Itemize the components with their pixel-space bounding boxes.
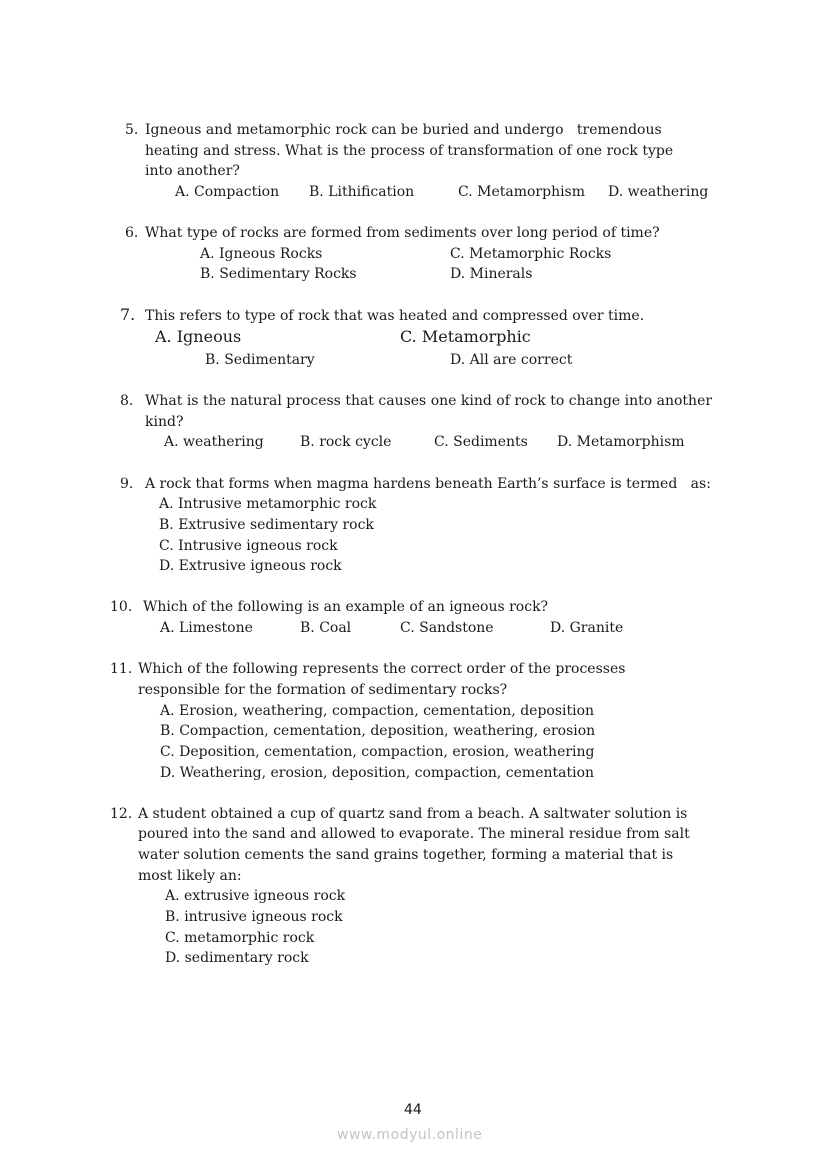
option-c: C. Sandstone: [400, 620, 494, 636]
watermark: www.modyul.online: [337, 1127, 483, 1143]
option-a: A. weathering: [164, 434, 264, 450]
option-d: D. All are correct: [450, 352, 573, 368]
question-number: 8.: [120, 393, 134, 409]
question-9-line: A rock that forms when magma hardens beneath Earth’s surface is termed as:: [145, 476, 711, 492]
question-number: 5.: [125, 122, 139, 138]
option-a: A. Igneous: [155, 327, 242, 346]
question-8-line: What is the natural process that causes one kind of rock to change into another: [145, 393, 713, 409]
option-a: A. Limestone: [160, 620, 253, 636]
option-c: C. Metamorphic Rocks: [450, 246, 612, 262]
option-c: C. Deposition, cementation, compaction, erosion, weathering: [160, 744, 595, 760]
option-d: D. Extrusive igneous rock: [159, 558, 342, 574]
option-d: D. Minerals: [450, 266, 533, 282]
option-d: D. Metamorphism: [557, 434, 685, 450]
option-b: B. Sedimentary Rocks: [200, 266, 357, 282]
option-b: B. Sedimentary: [205, 352, 315, 368]
question-5-line: heating and stress. What is the process of transformation of one rock type: [145, 143, 674, 159]
option-c: C. Sediments: [434, 434, 528, 450]
question-11-line: Which of the following represents the correct order of the processes: [138, 661, 626, 677]
question-number: 6.: [125, 225, 139, 241]
question-number: 12.: [110, 806, 133, 822]
question-12-line: poured into the sand and allowed to evaporate. The mineral residue from salt: [138, 826, 690, 842]
option-d: D. Granite: [550, 620, 624, 636]
option-c: C. Intrusive igneous rock: [159, 538, 338, 554]
option-a: A. Intrusive metamorphic rock: [159, 496, 377, 512]
option-c: C. Metamorphism: [458, 184, 586, 200]
option-a: A. extrusive igneous rock: [165, 888, 346, 904]
option-d: D. Weathering, erosion, deposition, compaction, cementation: [160, 765, 595, 781]
question-number: 10.: [110, 599, 133, 615]
question-6-line: What type of rocks are formed from sediments over long period of time?: [145, 225, 660, 241]
question-10-line: Which of the following is an example of an igneous rock?: [143, 599, 549, 615]
question-8-line: kind?: [145, 414, 184, 430]
option-c: C. Metamorphic: [400, 327, 531, 346]
option-b: B. Extrusive sedimentary rock: [159, 517, 374, 533]
option-a: A. Compaction: [175, 184, 280, 200]
option-d: D. weathering: [608, 184, 709, 200]
question-number: 9.: [120, 476, 134, 492]
question-12-line: most likely an:: [138, 868, 242, 884]
option-d: D. sedimentary rock: [165, 950, 309, 966]
question-5-text: [125, 121, 138, 139]
question-number: 11.: [110, 661, 133, 677]
question-5-line: into another?: [145, 163, 240, 179]
option-b: B. Compaction, cementation, deposition, weathering, erosion: [160, 723, 596, 739]
option-b: B. Lithification: [309, 184, 415, 200]
question-12-line: A student obtained a cup of quartz sand from a beach. A saltwater solution is: [138, 806, 688, 822]
question-11-line: responsible for the formation of sedimentary rocks?: [138, 682, 508, 698]
option-c: C. metamorphic rock: [165, 930, 315, 946]
question-7-line: This refers to type of rock that was heated and compressed over time.: [145, 308, 645, 324]
page-number: 44: [404, 1102, 422, 1118]
question-12-line: water solution cements the sand grains together, forming a material that is: [138, 847, 674, 863]
option-b: B. Coal: [300, 620, 352, 636]
option-a: A. Igneous Rocks: [200, 246, 323, 262]
question-number: 7.: [120, 305, 136, 324]
option-b: B. rock cycle: [300, 434, 392, 450]
option-b: B. intrusive igneous rock: [165, 909, 343, 925]
question-5-line: Igneous and metamorphic rock can be buried and undergo tremendous: [145, 122, 662, 138]
option-a: A. Erosion, weathering, compaction, cementation, deposition: [160, 703, 595, 719]
